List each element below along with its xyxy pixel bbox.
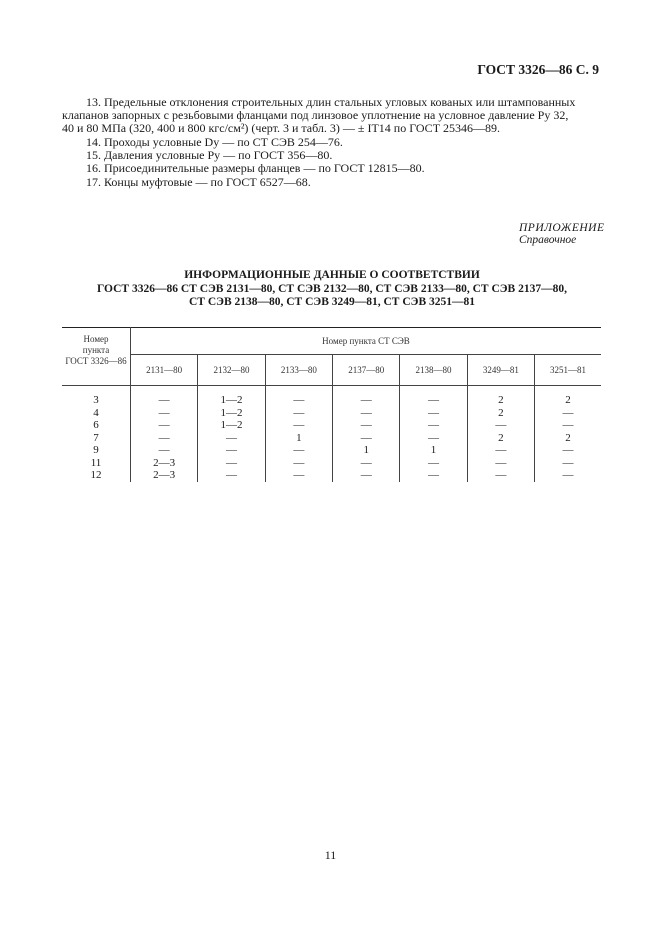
table-cell: 2 <box>467 407 534 420</box>
item-13-line-1: 13. Предельные отклонения строительных длин стальных угловых кованых или штампованных <box>86 95 576 109</box>
column-header: 3249—81 <box>467 355 534 386</box>
table-cell: 2 <box>565 431 571 444</box>
page-number: 11 <box>324 848 337 862</box>
appendix-subtitle: Справочное <box>519 234 577 246</box>
table-cell: — <box>467 444 534 457</box>
correspondence-table <box>62 327 601 482</box>
item-13 <box>62 96 602 136</box>
item-13-line-2: клапанов запорных с резьбовыми фланцами под линзовое уплотнение на условное давление Pу 32, <box>62 108 569 123</box>
table-cell: 2 <box>467 432 534 445</box>
row-number: 6 <box>62 419 131 432</box>
column-header: 2138—80 <box>400 355 467 386</box>
table-cell: — <box>400 419 467 432</box>
title-line-1: ИНФОРМАЦИОННЫЕ ДАННЫЕ О СООТВЕТСТВИИ <box>184 269 480 281</box>
table-cell: — <box>562 406 574 419</box>
page-header: ГОСТ 3326—86 С. 9 <box>477 62 599 77</box>
section-title <box>62 269 602 310</box>
appendix-label <box>519 222 605 246</box>
group-header: Номер пункта СТ СЭВ <box>131 328 602 355</box>
table-cell: — <box>400 386 467 407</box>
table-row <box>62 386 601 407</box>
table-cell: 2—3 <box>131 469 198 482</box>
table-cell: — <box>400 457 467 470</box>
table-cell: 2—3 <box>131 457 198 470</box>
table-cell: — <box>131 432 198 445</box>
table-cell: — <box>265 419 332 432</box>
column-header: 2137—80 <box>333 355 400 386</box>
table-cell: 1—2 <box>198 386 265 407</box>
table-cell: — <box>265 469 332 482</box>
item-16: 16. Присоединительные размеры фланцев — по ГОСТ 12815—80. <box>86 161 425 176</box>
table-cell: — <box>467 469 534 482</box>
item-14: 14. Проходы условные Dу — по СТ СЭВ 254—76. <box>86 135 343 149</box>
title-line-3: СТ СЭВ 2138—80, СТ СЭВ 3249—81, СТ СЭВ 3251—81 <box>188 296 475 308</box>
item-15: 15. Давления условные Pу — по ГОСТ 356—80. <box>86 148 333 163</box>
row-number: 7 <box>62 432 131 445</box>
left-header-line-3: ГОСТ 3326—86 <box>65 356 127 366</box>
title-line-2: ГОСТ 3326—86 СТ СЭВ 2131—80, СТ СЭВ 2132—80, СТ СЭВ 2133—80, СТ СЭВ 2137—80, <box>97 282 567 295</box>
table-cell: 2 <box>467 386 534 407</box>
table-cell: — <box>333 419 400 432</box>
item-17: 17. Концы муфтовые — по ГОСТ 6527—68. <box>86 174 311 189</box>
table-row <box>62 419 601 432</box>
table-row <box>62 444 601 457</box>
column-header: 3251—81 <box>535 355 601 386</box>
table-cell: — <box>198 469 265 482</box>
table-cell: — <box>562 419 574 431</box>
table-cell: — <box>265 386 332 407</box>
table-cell: — <box>467 419 534 432</box>
table-cell: 1—2 <box>198 419 265 432</box>
table-cell: 1 <box>333 444 400 457</box>
appendix-title: ПРИЛОЖЕНИЕ <box>519 222 605 234</box>
left-header-line-2: пункта <box>82 345 110 355</box>
left-header <box>62 328 131 386</box>
row-number: 4 <box>62 407 131 420</box>
table-cell: — <box>131 407 198 420</box>
table-row <box>62 407 601 420</box>
item-13-line-3: 40 и 80 МПа (320, 400 и 800 кгс/см²) (черт. 3 и табл. 3) — ± IT14 по ГОСТ 25346—89. <box>62 121 501 136</box>
table-cell: — <box>131 419 198 432</box>
left-header-line-1: Номер <box>83 334 109 344</box>
items-list <box>62 136 602 189</box>
table-cell: — <box>400 407 467 420</box>
table-cell: 2 <box>565 394 571 406</box>
column-header: 2132—80 <box>198 355 265 386</box>
table-cell: 1 <box>265 432 332 445</box>
table-cell: — <box>562 469 574 481</box>
table-cell: — <box>562 456 574 469</box>
table-row <box>62 457 601 470</box>
table-cell: — <box>333 432 400 445</box>
table-cell: — <box>562 444 574 456</box>
row-number: 12 <box>62 469 131 482</box>
column-header: 2133—80 <box>265 355 332 386</box>
column-header: 2131—80 <box>131 355 198 386</box>
table-cell: — <box>333 457 400 470</box>
row-number: 11 <box>62 457 131 470</box>
table-cell: 1 <box>400 444 467 457</box>
row-number: 9 <box>62 444 131 457</box>
table-cell: — <box>198 432 265 445</box>
table-cell: — <box>131 386 198 407</box>
table-cell: — <box>131 444 198 457</box>
table-cell: — <box>265 407 332 420</box>
table-cell: — <box>400 469 467 482</box>
table-cell: — <box>467 457 534 470</box>
table-cell: — <box>265 444 332 457</box>
table-row <box>62 469 601 482</box>
table-row <box>62 432 601 445</box>
table-cell: — <box>198 444 265 457</box>
table-cell: — <box>400 432 467 445</box>
table-cell: — <box>333 386 400 407</box>
table-cell: 1—2 <box>198 407 265 420</box>
row-number: 3 <box>62 386 131 407</box>
table-cell: — <box>198 457 265 470</box>
table-cell: — <box>265 457 332 470</box>
table-cell: — <box>333 469 400 482</box>
table-cell: — <box>333 407 400 420</box>
